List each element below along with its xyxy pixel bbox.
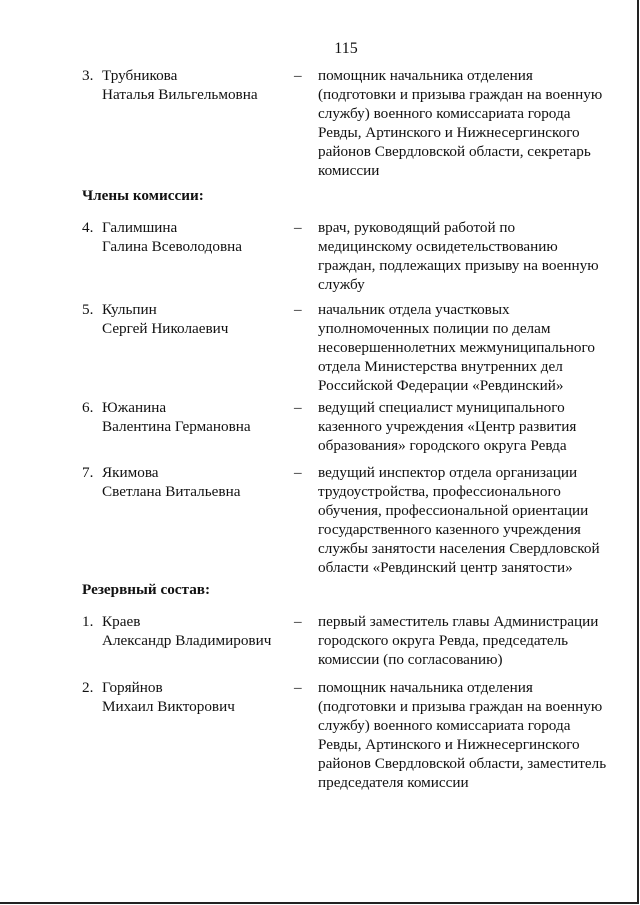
description-line: городского округа Ревда, председатель: [318, 632, 569, 649]
person-name: [102, 612, 287, 650]
given-names: Наталья Вильгельмовна: [102, 86, 258, 103]
person-name: [102, 678, 287, 716]
description-line: комиссии: [318, 162, 380, 179]
description-line: первый заместитель главы Администрации: [318, 613, 599, 630]
description-line: (подготовки и призыва граждан на военную: [318, 86, 603, 103]
description-line: комиссии (по согласованию): [318, 651, 503, 668]
item-number: 1.: [82, 613, 94, 630]
dash: –: [294, 464, 302, 481]
dash: –: [294, 613, 302, 630]
surname: Галимшина: [102, 219, 178, 236]
person-name: [102, 218, 287, 256]
description-line: Российской Федерации «Ревдинский»: [318, 377, 564, 394]
item-number: 7.: [82, 464, 94, 481]
position-description: [318, 678, 610, 792]
description-line: председателя комиссии: [318, 774, 469, 791]
description-line: ведущий специалист муниципального: [318, 399, 565, 416]
description-line: помощник начальника отделения: [318, 679, 533, 696]
section-heading-reserve: Резервный состав:: [82, 581, 211, 598]
description-line: трудоустройства, профессионального: [318, 483, 561, 500]
item-number: 6.: [82, 399, 94, 416]
position-description: [318, 300, 610, 395]
person-name: [102, 463, 287, 501]
item-number: 2.: [82, 679, 94, 696]
position-description: [318, 612, 610, 669]
given-names: Светлана Витальевна: [102, 483, 241, 500]
description-line: уполномоченных полиции по делам: [318, 320, 551, 337]
given-names: Михаил Викторович: [102, 698, 235, 715]
description-line: образования» городского округа Ревда: [318, 437, 567, 454]
person-name: [102, 66, 287, 104]
description-line: службу) военного комиссариата города: [318, 717, 571, 734]
description-line: врач, руководящий работой по: [318, 219, 516, 236]
description-line: Ревды, Артинского и Нижнесергинского: [318, 736, 580, 753]
position-description: [318, 218, 610, 294]
description-line: службу) военного комиссариата города: [318, 105, 571, 122]
description-line: государственного казенного учреждения: [318, 521, 581, 538]
given-names: Сергей Николаевич: [102, 320, 229, 337]
dash: –: [294, 219, 302, 236]
description-line: отдела Министерства внутренних дел: [318, 358, 563, 375]
dash: –: [294, 399, 302, 416]
description-line: ведущий инспектор отдела организации: [318, 464, 578, 481]
description-line: обучения, профессиональной ориентации: [318, 502, 589, 519]
section-heading-members: Члены комиссии:: [82, 187, 204, 204]
page-number: 115: [334, 40, 358, 57]
description-line: несовершеннолетних межмуниципального: [318, 339, 595, 356]
given-names: Галина Всеволодовна: [102, 238, 243, 255]
item-number: 5.: [82, 301, 94, 318]
person-name: [102, 300, 287, 338]
description-line: районов Свердловской области, секретарь: [318, 143, 591, 160]
dash: –: [294, 679, 302, 696]
description-line: службу: [318, 276, 365, 293]
position-description: [318, 66, 610, 180]
surname: Якимова: [102, 464, 159, 481]
description-line: районов Свердловской области, заместитель: [318, 755, 607, 772]
surname: Горяйнов: [102, 679, 163, 696]
description-line: начальник отдела участковых: [318, 301, 510, 318]
item-number: 3.: [82, 67, 94, 84]
dash: –: [294, 67, 302, 84]
person-name: [102, 398, 287, 436]
description-line: казенного учреждения «Центр развития: [318, 418, 577, 435]
position-description: [318, 398, 610, 455]
given-names: Валентина Германовна: [102, 418, 251, 435]
surname: Краев: [102, 613, 141, 630]
description-line: Ревды, Артинского и Нижнесергинского: [318, 124, 580, 141]
surname: Трубникова: [102, 67, 178, 84]
description-line: помощник начальника отделения: [318, 67, 533, 84]
description-line: области «Ревдинский центр занятости»: [318, 559, 573, 576]
description-line: медицинскому освидетельствованию: [318, 238, 558, 255]
position-description: [318, 463, 610, 577]
description-line: граждан, подлежащих призыву на военную: [318, 257, 599, 274]
description-line: (подготовки и призыва граждан на военную: [318, 698, 603, 715]
surname: Южанина: [102, 399, 167, 416]
given-names: Александр Владимирович: [102, 632, 272, 649]
surname: Кульпин: [102, 301, 157, 318]
description-line: службы занятости населения Свердловской: [318, 540, 600, 557]
item-number: 4.: [82, 219, 94, 236]
dash: –: [294, 301, 302, 318]
